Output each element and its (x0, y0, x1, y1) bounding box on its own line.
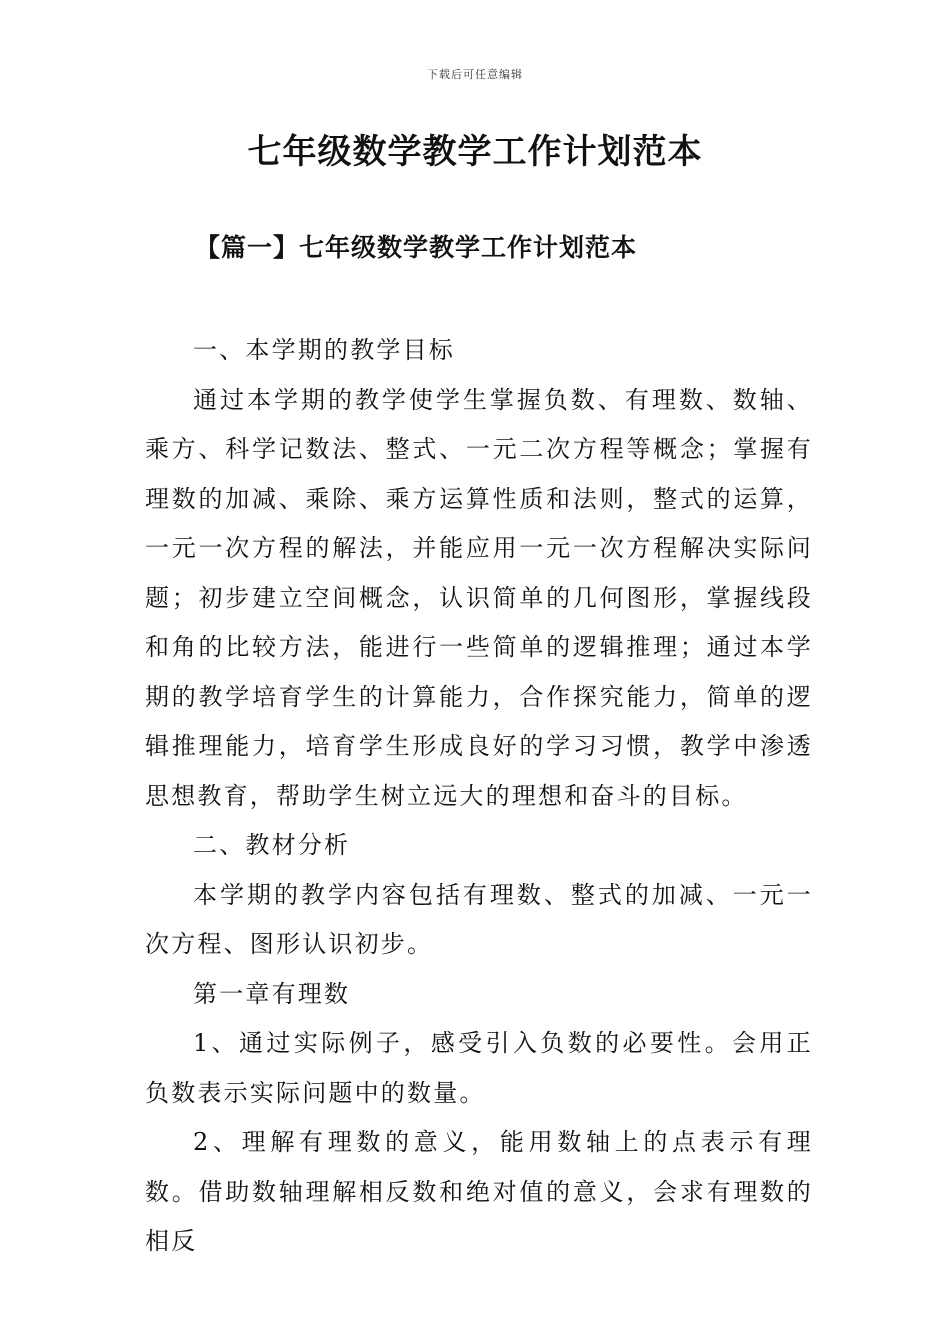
header-note: 下载后可任意编辑 (427, 68, 523, 81)
paragraph-item-2: 2、理解有理数的意义，能用数轴上的点表示有理数。借助数轴理解相反数和绝对值的意义，会求有理数的相反 (145, 1128, 813, 1255)
paragraph-textbook: 本学期的教学内容包括有理数、整式的加减、一元一次方程、图形认识初步。 (145, 880, 813, 958)
document-body (145, 326, 813, 1267)
paragraph-item-1: 1、通过实际例子，感受引入负数的必要性。会用正负数表示实际问题中的数量。 (145, 1029, 813, 1107)
paragraph-chapter-one: 第一章有理数 (193, 979, 351, 1008)
section-heading: 【篇一】七年级数学教学工作计划范本 (195, 233, 638, 262)
paragraph-goals: 通过本学期的教学使学生掌握负数、有理数、数轴、乘方、科学记数法、整式、一元二次方程等概念；掌握有理数的加减、乘除、乘方运算性质和法则，整式的运算，一元一次方程的解法，并能应用一元一次方程解决实际问题；初步建立空间概念，认识简单的几何图形，掌握线段和角的比较方法，能进行一些简单的逻辑推理；通过本学期的教学培育学生的计算能力，合作探究能力，简单的逻辑推理能力，培育学生形成良好的学习习惯，教学中渗透思想教育，帮助学生树立远大的理想和奋斗的目标。 (145, 385, 813, 810)
paragraph-heading-goals: 一、本学期的教学目标 (193, 336, 455, 364)
paragraph-heading-textbook: 二、教材分析 (193, 831, 351, 859)
document-title: 七年级数学教学工作计划范本 (247, 132, 703, 172)
